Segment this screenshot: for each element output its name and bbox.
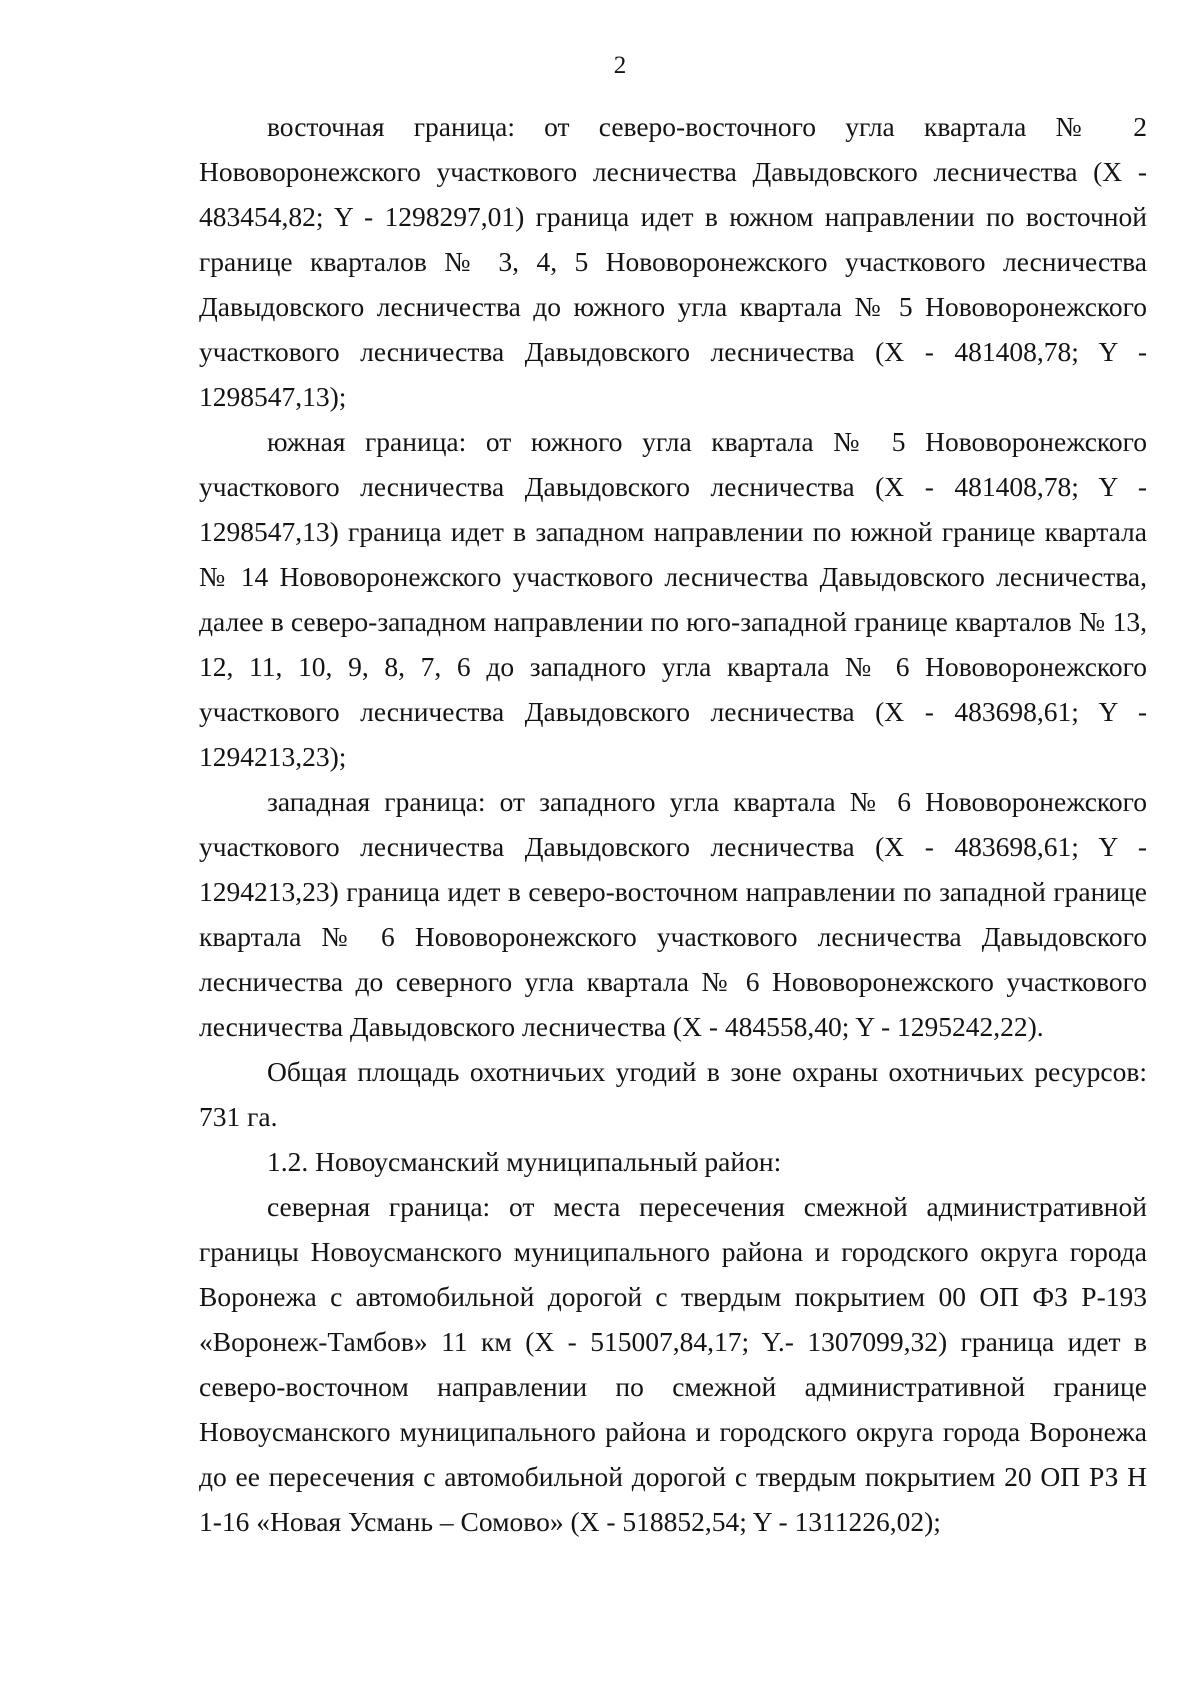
paragraph-north-boundary: северная граница: от места пересечения смежной административной границы Новоусманского муниципального района и городского округа города Воронежа с автомобильной дорогой с твердым покрытием 00 ОП ФЗ Р-193 «Воронеж-Тамбов» 11 км (X - 515007,84,17; Y.- 1307099,32) граница идет в северо-восточном направлении по смежной административной границе Новоусманского муниципального района и городского округа города Воронежа до ее пересечения с автомобильной дорогой с твердым покрытием 20 ОП РЗ Н 1-16 «Новая Усмань – Сомово» (X - 518852,54; Y - 1311226,02);: [199, 1191, 1147, 1537]
paragraph-total-area: Общая площадь охотничьих угодий в зоне охраны охотничьих ресурсов: 731 га.: [199, 1056, 1147, 1132]
page-number: 2: [613, 52, 627, 79]
paragraph-south-boundary: южная граница: от южного угла квартала № 5 Нововоронежского участкового лесничества Давыдовского лесничества (X - 481408,78; Y - 1298547,13) граница идет в западном направлении по южной границе квартала № 14 Нововоронежского участкового лесничества Давыдовского лесничества, далее в северо-западном направлении по юго-западной границе кварталов № 13, 12, 11, 10, 9, 8, 7, 6 до западного угла квартала № 6 Нововоронежского участкового лесничества Давыдовского лесничества (X - 483698,61; Y - 1294213,23);: [199, 426, 1147, 772]
paragraph-west-boundary: западная граница: от западного угла квартала № 6 Нововоронежского участкового лесничества Давыдовского лесничества (X - 483698,61; Y - 1294213,23) граница идет в северо-восточном направлении по западной границе квартала № 6 Нововоронежского участкового лесничества Давыдовского лесничества до северного угла квартала № 6 Нововоронежского участкового лесничества Давыдовского лесничества (X - 484558,40; Y - 1295242,22).: [199, 786, 1147, 1042]
document-body: [199, 104, 1147, 1544]
paragraph-east-boundary: восточная граница: от северо-восточного угла квартала № 2 Нововоронежского участкового лесничества Давыдовского лесничества (X - 483454,82; Y - 1298297,01) граница идет в южном направлении по восточной границе кварталов № 3, 4, 5 Нововоронежского участкового лесничества Давыдовского лесничества до южного угла квартала № 5 Нововоронежского участкового лесничества Давыдовского лесничества (X - 481408,78; Y - 1298547,13);: [199, 111, 1147, 412]
section-heading-novousmansky: 1.2. Новоусманский муниципальный район:: [267, 1146, 782, 1177]
